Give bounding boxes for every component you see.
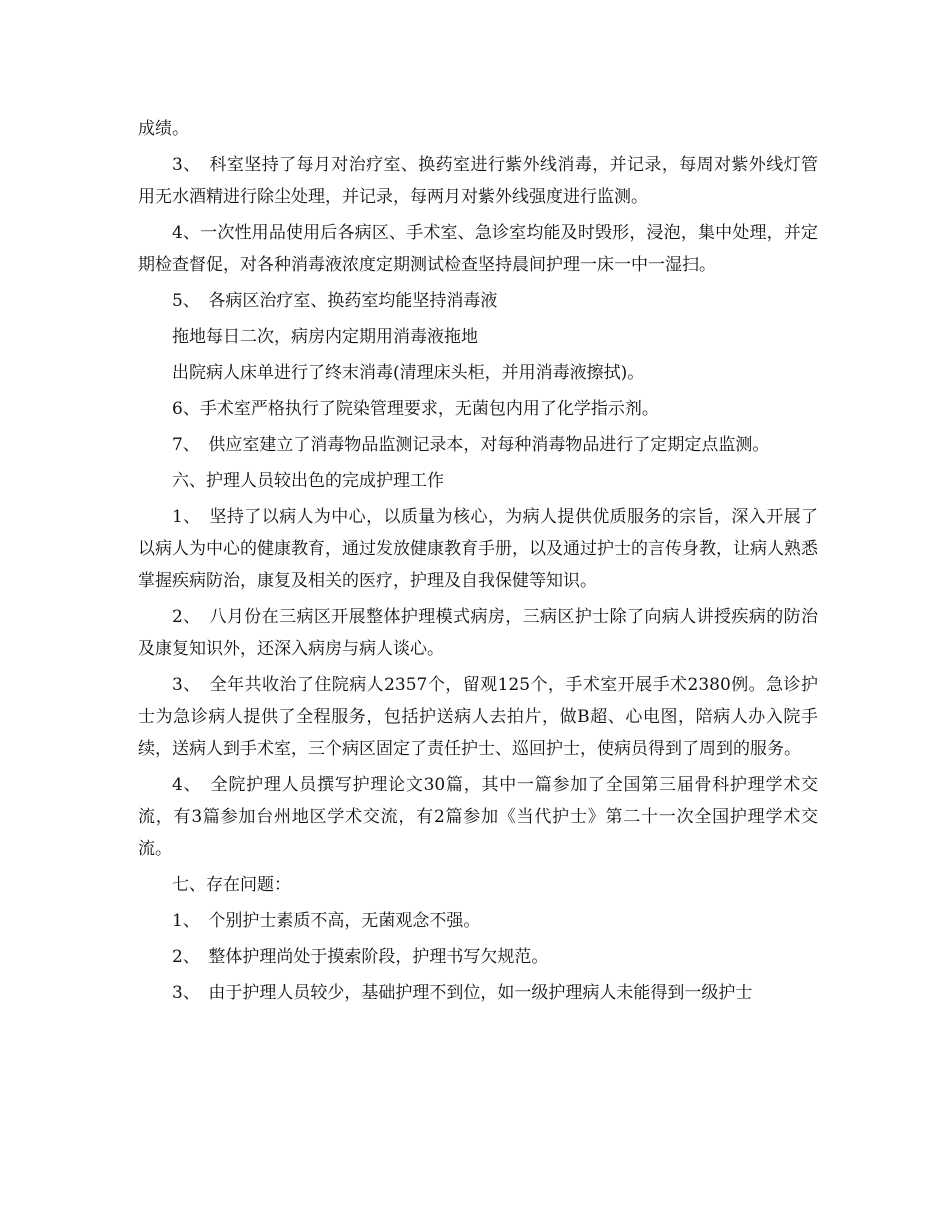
section-heading: 七、存在问题： [172, 875, 291, 895]
paragraph: 1、 坚持了以病人为中心，以质量为核心，为病人提供优质服务的宗旨，深入开展了以病人为中心的健康教育，通过发放健康教育手册，以及通过护士的言传身教，让病人熟悉掌握疾病防治，康复及相关的医疗，护理及自我保健等知识。 [138, 507, 818, 591]
paragraph: 6、手术室严格执行了院染管理要求，无菌包内用了化学指示剂。 [172, 399, 659, 419]
paragraph: 1、 个别护士素质不高，无菌观念不强。 [172, 911, 481, 931]
paragraph: 成绩。 [138, 119, 189, 139]
paragraph: 3、 由于护理人员较少，基础护理不到位，如一级护理病人未能得到一级护士 [172, 983, 753, 1003]
section-heading: 六、护理人员较出色的完成护理工作 [172, 471, 444, 491]
document-body [138, 113, 818, 1013]
paragraph: 3、 科室坚持了每月对治疗室、换药室进行紫外线消毒，并记录，每周对紫外线灯管用无水酒精进行除尘处理，并记录，每两月对紫外线强度进行监测。 [138, 155, 818, 207]
paragraph: 2、 整体护理尚处于摸索阶段，护理书写欠规范。 [172, 947, 549, 967]
paragraph: 拖地每日二次，病房内定期用消毒液拖地 [172, 327, 478, 347]
paragraph: 2、 八月份在三病区开展整体护理模式病房，三病区护士除了向病人讲授疾病的防治及康复知识外，还深入病房与病人谈心。 [138, 607, 818, 659]
paragraph: 出院病人床单进行了终末消毒(清理床头柜，并用消毒液擦拭)。 [172, 363, 645, 383]
paragraph: 5、 各病区治疗室、换药室均能坚持消毒液 [172, 291, 498, 311]
paragraph: 4、一次性用品使用后各病区、手术室、急诊室均能及时毁形，浸泡，集中处理，并定期检查督促，对各种消毒液浓度定期测试检查坚持晨间护理一床一中一湿扫。 [138, 223, 818, 275]
paragraph: 4、 全院护理人员撰写护理论文30篇，其中一篇参加了全国第三届骨科护理学术交流，有3篇参加台州地区学术交流，有2篇参加《当代护士》第二十一次全国护理学术交流。 [138, 775, 818, 859]
paragraph: 3、 全年共收治了住院病人2357个，留观125个，手术室开展手术2380例。急诊护士为急诊病人提供了全程服务，包括护送病人去拍片，做B超、心电图，陪病人办入院手续，送病人到手术室，三个病区固定了责任护士、巡回护士，使病员得到了周到的服务。 [138, 675, 818, 759]
paragraph: 7、 供应室建立了消毒物品监测记录本，对每种消毒物品进行了定期定点监测。 [172, 435, 770, 455]
